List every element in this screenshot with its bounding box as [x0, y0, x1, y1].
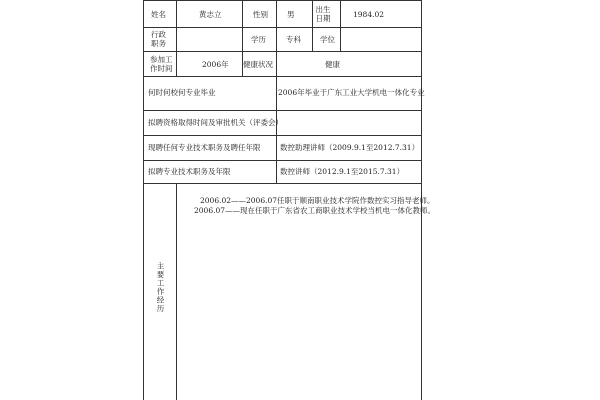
experience-divider: [176, 183, 177, 400]
mid-divider: [276, 76, 277, 183]
work-start-value: 2006年: [202, 60, 229, 69]
border-top: [144, 0, 421, 1]
current-post-value: 数控助理讲师（2009.9.1至2012.7.31）: [280, 143, 420, 152]
proposed-post-value: 数控讲师（2012.9.1至2015.7.31）: [280, 167, 405, 176]
gender-value: 男: [287, 10, 295, 19]
name-label: 姓名: [151, 10, 166, 19]
col4-divider: [312, 0, 313, 51]
degree-label: 学位: [320, 35, 335, 44]
current-post-bottom: [144, 160, 421, 161]
work-experience-label: 主要工作经历: [156, 262, 165, 313]
experience-line-2: 2006.07——现在任职于广东省农工商职业技术学校当机电一体化教师。: [194, 206, 436, 215]
qualification-label: 拟聘资格取得时间及审批机关（评委会）: [148, 118, 283, 127]
experience-line-1: 2006.02——2006.07任职于顺南职业技术学院作数控实习指导老师。: [200, 196, 435, 205]
gender-label: 性别: [253, 10, 268, 19]
proposed-post-bottom: [144, 183, 421, 184]
name-value: 黄志立: [199, 10, 222, 19]
col1-divider: [176, 0, 177, 76]
row3-bottom: [144, 76, 421, 77]
graduation-label: 何时何校何专业毕业: [148, 88, 216, 97]
current-post-label: 现聘任何专业技术职务及聘任年限: [148, 143, 261, 152]
col5-divider: [340, 0, 341, 51]
graduation-bottom: [144, 110, 421, 111]
graduation-value: 2006年毕业于广东工业大学机电一体化专业: [278, 88, 425, 97]
row2-bottom: [144, 51, 421, 52]
birth-value: 1984.02: [353, 10, 385, 19]
work-start-label: 参加工作时间: [150, 55, 173, 73]
row1-bottom: [144, 27, 421, 28]
health-value: 健康: [325, 60, 340, 69]
education-value: 专科: [286, 35, 301, 44]
health-label: 健康状况: [243, 60, 273, 69]
proposed-post-label: 拟聘专业技术职务及年限: [148, 167, 231, 176]
col3-divider: [276, 0, 277, 76]
position-label: 行政职务: [151, 30, 166, 48]
birth-label: 出生日期: [315, 5, 331, 23]
education-label: 学历: [251, 35, 266, 44]
qualification-bottom: [144, 135, 421, 136]
